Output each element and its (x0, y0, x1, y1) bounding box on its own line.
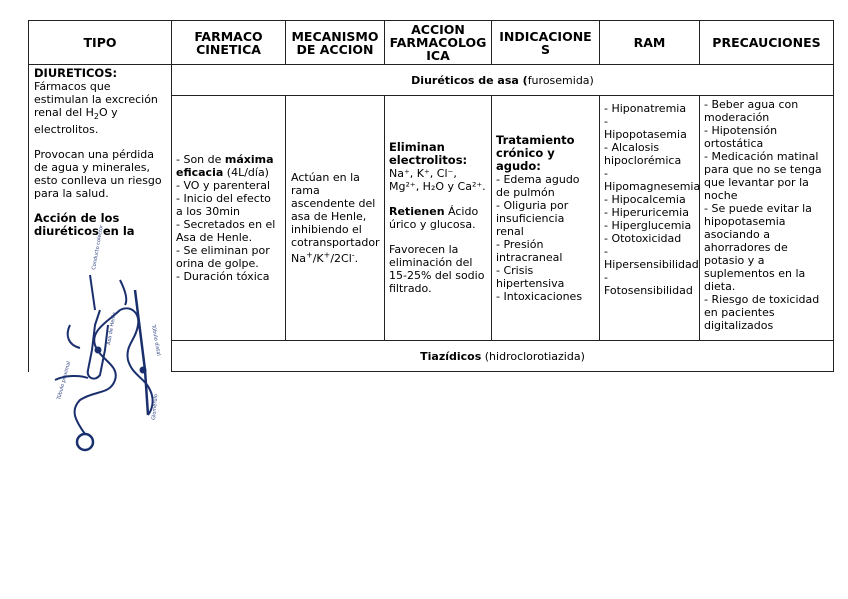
indicaciones-cell (492, 96, 600, 341)
ram-item: - (604, 245, 608, 258)
header-precauciones: PRECAUCIONES (700, 21, 834, 65)
diagram-label: Conducto colector (91, 224, 105, 271)
tipo-paragraph2: Provocan una pérdida de agua y minerales, esto conlleva un riesgo para la salud. (34, 148, 162, 201)
loop-of-henle-path (88, 310, 108, 379)
header-tipo: TIPO (29, 21, 172, 65)
accion-eliminan: Eliminan electrolitos: (389, 140, 468, 167)
tipo-title: DIURETICOS: (34, 66, 118, 80)
precauciones-item: - Se puede evitar la hipopotasemia asociando a ahorradores de potasio y a suplementos en la dieta. (704, 202, 812, 293)
indicaciones-item: - Intoxicaciones (496, 289, 583, 303)
indicaciones-heading: Tratamiento crónico y agudo: (496, 132, 575, 173)
farmaco-cell (172, 96, 286, 341)
marker-dot-icon (141, 368, 146, 373)
diagram-label: Túbulo proximal (56, 360, 73, 401)
ram-item: - Alcalosis hipoclorémica (604, 141, 682, 167)
ram-item: Fotosensibilidad (604, 284, 693, 297)
farmaco-item: - Se eliminan por orina de golpe. (176, 244, 270, 270)
farmaco-item: - Secretados en el Asa de Henle. (176, 218, 276, 244)
ram-item: - Hiponatremia (604, 102, 687, 115)
arrow-left-icon (68, 325, 80, 348)
indicaciones-item: - Presión intracraneal (496, 237, 563, 264)
diagram-label: Glomérulo (151, 393, 160, 421)
section-tiazidicos: Tiazídicos (hidroclorotiazida) (172, 341, 834, 372)
ram-item: - (604, 167, 608, 180)
precauciones-item: - Medicación matinal para que no se tenga que levantar por la noche (704, 150, 822, 202)
ram-item: - Hipocalcemia (604, 193, 686, 206)
accion-cell (385, 96, 492, 341)
indicaciones-item: - Edema agudo de pulmón (496, 172, 580, 199)
collecting-duct-path (135, 290, 148, 415)
ram-cell (600, 96, 700, 341)
ram-item: - (604, 271, 608, 284)
ram-item: Hipopotasemia (604, 128, 687, 141)
header-mecanismo: MECANISMO DE ACCION (286, 21, 385, 65)
header-accion: ACCION FARMACOLOG ICA (385, 21, 492, 65)
section-row-asa (29, 65, 834, 96)
tipo-subheading: Acción de los diuréticos en la (34, 211, 135, 239)
farmaco-item: - Duración tóxica (176, 270, 270, 283)
indicaciones-list (496, 173, 595, 303)
ram-list (604, 102, 701, 297)
header-farmaco: FARMACO CINETICA (172, 21, 286, 65)
farmaco-item: - VO y parenteral (176, 179, 271, 192)
glomerulus-icon (77, 434, 93, 450)
farmaco-item: - Son de máxima eficacia (4L/día) (176, 153, 274, 179)
mecanismo-text: Actúan en la rama ascendente del asa de Henle, inhibiendo el cotransportador Na+/K+/2Cl-. (291, 170, 380, 266)
diagram-label: Asa de Henle (106, 311, 118, 346)
precauciones-cell (700, 96, 834, 341)
accion-ions: Na⁺, K⁺, Cl⁻, Mg²⁺, H₂O y Ca²⁺. (389, 167, 486, 193)
farmaco-list (176, 153, 281, 283)
ram-item: - (604, 115, 608, 128)
diagram-label: Túbulo distal (150, 324, 162, 357)
precauciones-item: - Beber agua con moderación (704, 98, 799, 124)
indicaciones-item: - Crisis hipertensiva (496, 263, 565, 290)
accion-retienen: Retienen Ácido úrico y glucosa. (389, 205, 479, 231)
arrow-top-icon (90, 275, 95, 310)
precauciones-item: - Hipotensión ortostática (704, 124, 778, 150)
section-diureticos-de-asa: Diuréticos de asa (furosemida) (172, 65, 834, 96)
ram-item: Hipersensibilidad (604, 258, 699, 271)
precauciones-list (704, 98, 829, 332)
arrow-lower-icon (55, 376, 88, 380)
indicaciones-item: - Oliguria por insuficiencia renal (496, 198, 569, 238)
header-ram: RAM (600, 21, 700, 65)
farmaco-item: - Inicio del efecto a los 30min (176, 192, 271, 218)
tipo-description: Fármacos que estimulan la excreción renal del $H_2O$ y electrolitos. (34, 80, 158, 137)
accion-favorecen: Favorecen la eliminación del 15-25% del sodio filtrado. (389, 243, 485, 295)
ram-item: Hipomagnesemia (604, 180, 701, 193)
precauciones-item: - Riesgo de toxicidad en pacientes digitalizados (704, 293, 820, 332)
ram-item: - Hiperglucemia (604, 219, 692, 232)
marker-dot-icon (96, 348, 101, 353)
header-indicaciones: INDICACIONE S (492, 21, 600, 65)
ram-item: - Ototoxicidad (604, 232, 682, 245)
header-row (29, 21, 834, 65)
arrow-right-icon (120, 280, 126, 305)
ram-item: - Hiperuricemia (604, 206, 689, 219)
mecanismo-cell (286, 96, 385, 341)
